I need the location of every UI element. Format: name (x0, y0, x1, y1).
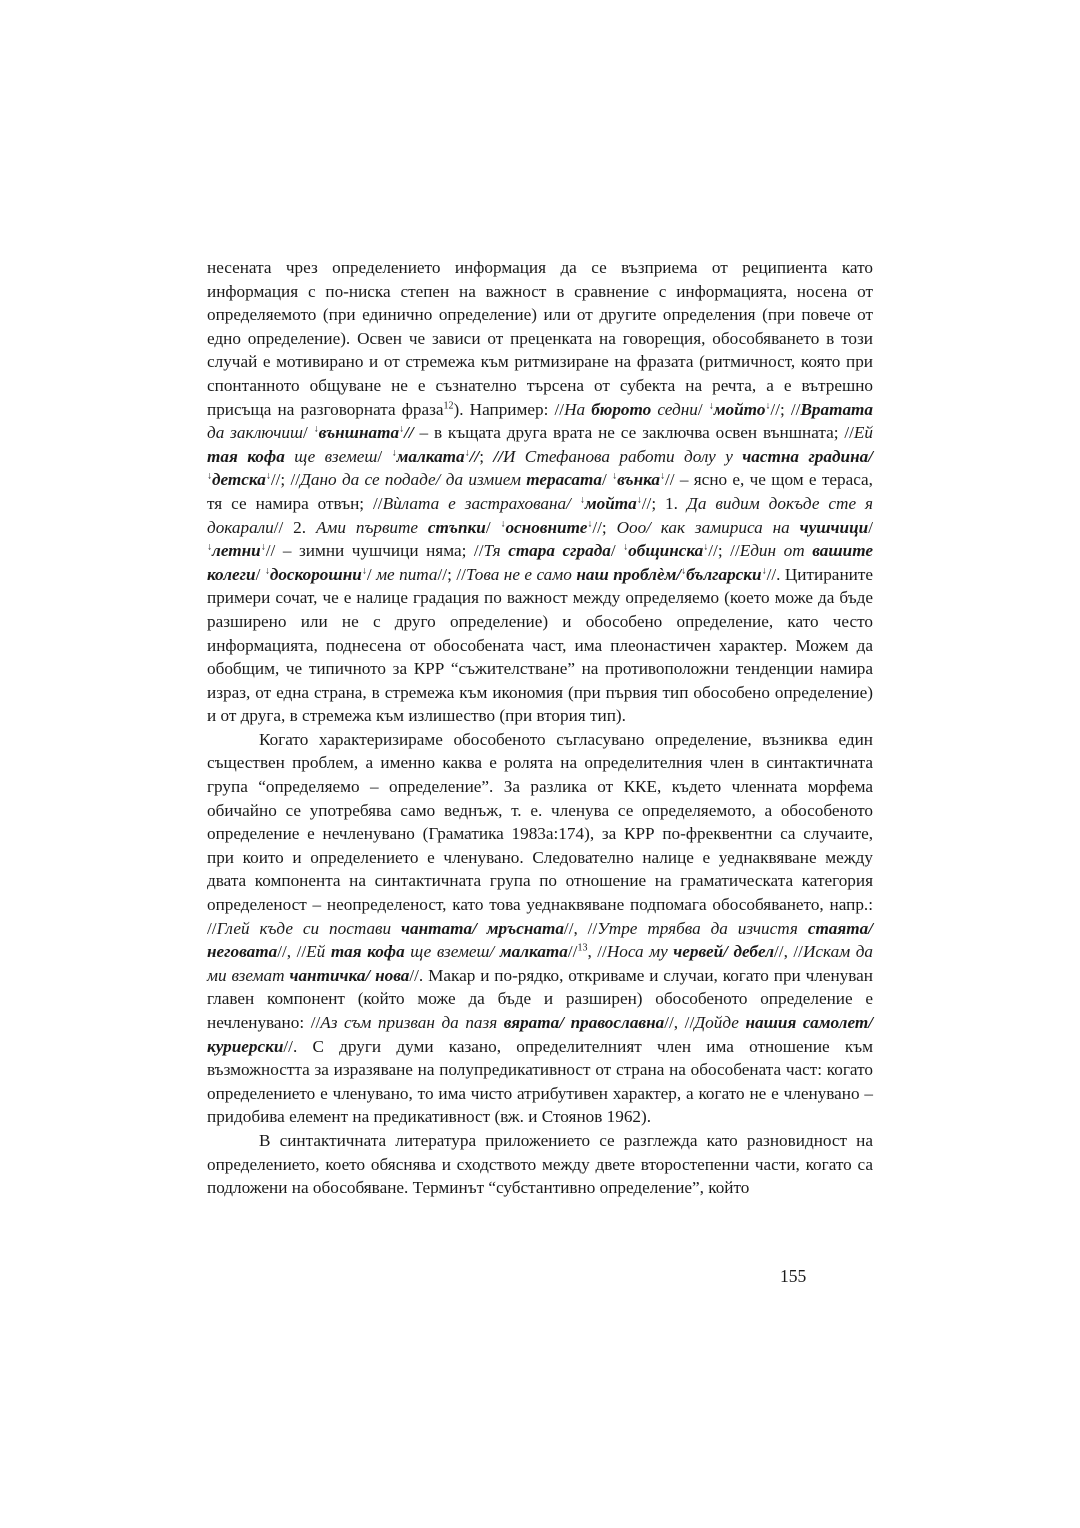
paragraph-2: Когато характеризираме обособеното съгласувано определение, възниква един съществен проблем, а именно каква е ролята на определителния член в синтактичната група “определяемо – определение”. За разлика от ККЕ, където членната морфема обичайно се употребява само веднъж, т. е. членува се определяемото, а обособеното определение е нечленувано (Граматика 1983а:174), за КРР по-фреквентни са случаите, при които и определението е членувано. Следователно налице е уеднаквяване между двата компонента на синтактичната група по отношение на граматическата категория определеност – неопределеност, като това уеднаквяване подпомага обособяването, напр.: //Глей къде си постави чантата/ мръсната//, //Утре трябва да изчистя стаята/ неговата//, //Ей тая кофа ще вземеш/ малката//$^{13}$, //Носа му червей/ дебел//, //Искам да ми вземат чантичка/ нова//. Макар и по-рядко, откриваме и случаи, когато при членуван главен компонент (който може да бъде и разширен) обособеното определение е нечленувано: //Аз съм призван да пазя вярата/ православна//, //Дойде нашия самолет/ куриерски//. С други думи казано, определителният член има отношение към възможността за изразяване на полупредикативност от страна на обособената част: когато определението е членувано, то има чисто атрибутивен характер, а когато не е членувано – придобива елемент на предикативност (вж. и Стоянов 1962). (207, 729, 874, 1127)
footnote-ref-13[interactable]: 13 (577, 942, 588, 954)
page-number: 155 (780, 1266, 807, 1286)
paragraph-3: В синтактичната литература приложението се разглежда като разновидност на определението, което обяснява и сходството между двете второстепенни части, когато са подложени на обособяване. Терминът “субстантивно определение”, който (207, 1130, 873, 1198)
body-text (207, 256, 873, 1200)
footnote-ref-12[interactable]: 12 (443, 399, 454, 411)
paragraph-1: несената чрез определението информация да се възприема от реципиента като информация с по-ниска степен на важност в сравнение с информацията, носена от определяемото (при единично определение) или от другите определения (при повече от едно определение). Освен че зависи от преценката на говорещия, обособяването в този случай е мотивирано и от стремежа към ритмизиране на фразата (ритмичност, която при спонтанното общуване не е съзнателно търсена от субекта на речта, а е вътрешно присъща на разговорната фраза$^{12}$). Например: //На бюрото седни/ ↓мойто↓//; //Вратата да заключиш/ ↓външната↓// – в къщата друга врата не се заключва освен външната; //Ей тая кофа ще вземеш/ ↓малката↓//; //И Стефанова работи долу у частна градина/ ↓детска↓//; //Дано да се подаде/ да измием терасата/ ↓вънка↓// – ясно е, че щом е тераса, тя се намира отвън; //Вѝлата е застрахована/ ↓мойта↓//; 1. Да видим докъде сте я докарали// 2. Ами първите стъпки/ ↓основните↓//; Ооо/ как замириса на чушчици/ ↓летни↓// – зимни чушчици няма; //Тя стара сграда/ ↓общинска↓//; //Един от вашите колеги/ ↓доскорошни↓/ ме пита//; //Това не е само наш проблѐм/↓български↓//. Цитираните примери сочат, че е налице градация по важност между определяемо (което може да бъде разширено или не с друго определение) и обособено определение, като често информацията, поднесена от обособената част, има плеонастичен характер. Можем да обобщим, че типичното за КРР “съжителстване” на противоположни тенденции намира израз, от една страна, в стремежа към икономия (при първия тип обособено определение) и от друга, в стремежа към излишество (при втория тип). (207, 258, 874, 726)
